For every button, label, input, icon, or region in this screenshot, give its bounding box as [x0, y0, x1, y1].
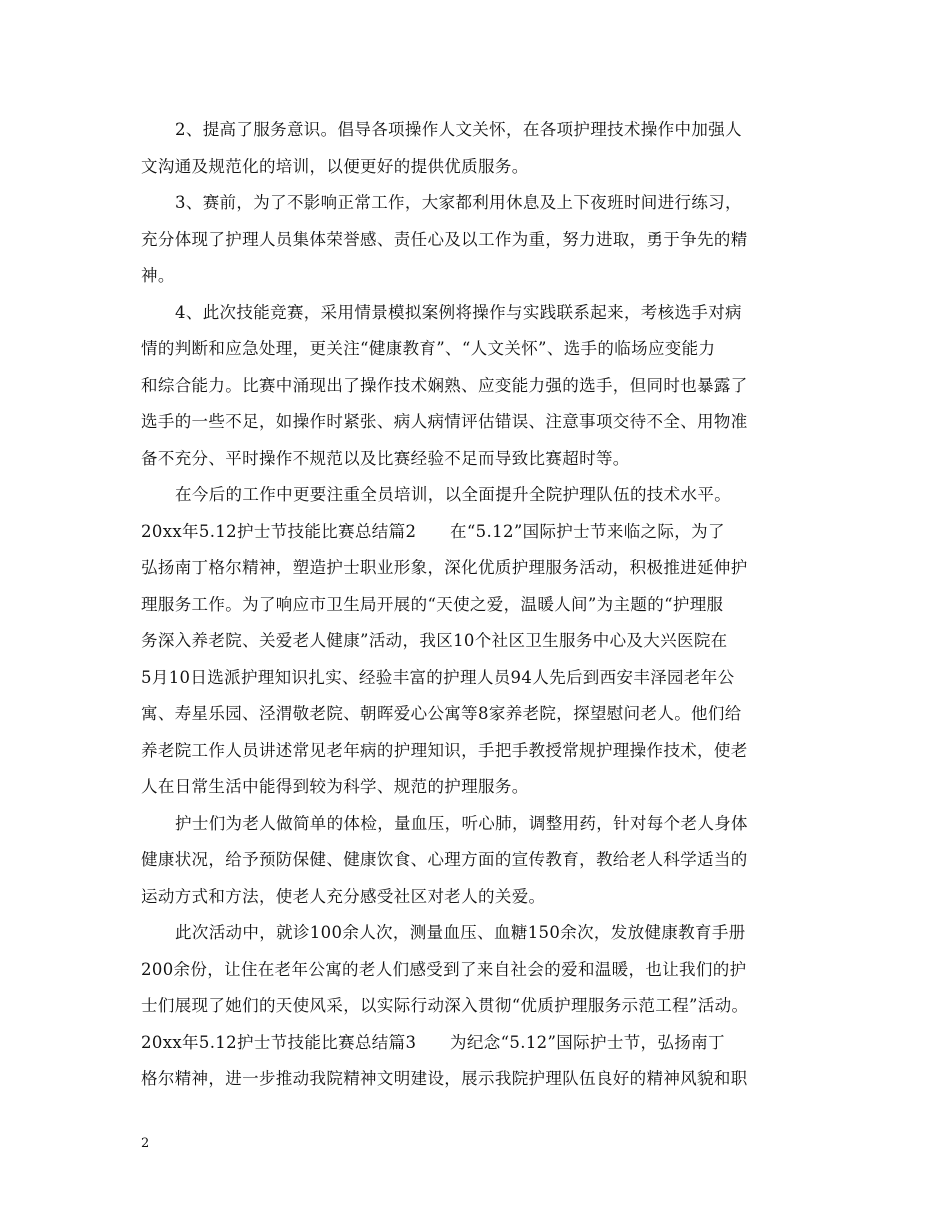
text-line: 神。 [141, 266, 175, 285]
text-line: 运动方式和方法，使老人充分感受社区对老人的关爱。 [141, 886, 546, 906]
text-line: 充分体现了护理人员集体荣誉感、责任心及以工作为重，努力进取，勇于争先的精 [141, 229, 748, 249]
text-line: 4、此次技能竞赛，采用情景模拟案例将操作与实践联系起来，考核选手对病 [175, 302, 742, 322]
text-line: 20xx年5.12护士节技能比赛总结篇2 在“5.12”国际护士节来临之际，为了 [141, 521, 725, 541]
text-line: 士们展现了她们的天使风采，以实际行动深入贯彻“优质护理服务示范工程”活动。 [141, 996, 749, 1015]
text-line: 20xx年5.12护士节技能比赛总结篇3 为纪念“5.12”国际护士节，弘扬南丁 [141, 1032, 725, 1052]
page-number: 2 [141, 1136, 150, 1151]
text-line: 选手的一些不足，如操作时紧张、病人病情评估错误、注意事项交待不全、用物准 [141, 412, 748, 431]
text-line: 寓、寿星乐园、泾渭敬老院、朝晖爱心公寓等8家养老院，探望慰问老人。他们给 [141, 704, 742, 723]
text-line: 此次活动中，就诊100余人次，测量血压、血糖150余次，发放健康教育手册 [175, 923, 746, 942]
text-line: 格尔精神，进一步推动我院精神文明建设，展示我院护理队伍良好的精神风貌和职 [141, 1069, 748, 1088]
text-line: 理服务工作。为了响应市卫生局开展的“天使之爱，温暖人间”为主题的“护理服 [141, 594, 724, 614]
body-text [141, 112, 821, 1098]
text-line: 3、赛前，为了不影响正常工作，大家都利用休息及上下夜班时间进行练习， [175, 193, 742, 212]
text-line: 5月10日选派护理知识扎实、经验丰富的护理人员94人先后到西安丰泽园老年公 [141, 667, 735, 687]
text-line: 人在日常生活中能得到较为科学、规范的护理服务。 [141, 777, 529, 796]
text-line: 弘扬南丁格尔精神，塑造护士职业形象，深化优质护理服务活动，积极推进延伸护 [141, 558, 748, 577]
text-line: 文沟通及规范化的培训，以便更好的提供优质服务。 [141, 156, 529, 176]
text-line: 情的判断和应急处理，更关注“健康教育”、“人文关怀”、选手的临场应变能力 [141, 339, 716, 358]
text-line: 备不充分、平时操作不规范以及比赛经验不足而导致比赛超时等。 [141, 448, 630, 468]
text-line: 护士们为老人做简单的体检，量血压，听心肺，调整用药，针对每个老人身体 [175, 813, 748, 833]
text-line: 健康状况，给予预防保健、健康饮食、心理方面的宣传教育，教给老人科学适当的 [141, 850, 748, 869]
text-line: 务深入养老院、关爱老人健康”活动，我区10个社区卫生服务中心及大兴医院在 [141, 631, 728, 650]
text-line: 200余份，让住在老年公寓的老人们感受到了来自社会的爱和温暖，也让我们的护 [141, 959, 747, 979]
text-line: 和综合能力。比赛中涌现出了操作技术娴熟、应变能力强的选手，但同时也暴露了 [141, 375, 748, 395]
text-line: 养老院工作人员讲述常见老年病的护理知识，手把手教授常规护理操作技术，使老 [141, 740, 748, 760]
text-line: 2、提高了服务意识。倡导各项操作人文关怀，在各项护理技术操作中加强人 [175, 120, 742, 139]
text-line: 在今后的工作中更要注重全员培训，以全面提升全院护理队伍的技术水平。 [175, 485, 732, 504]
